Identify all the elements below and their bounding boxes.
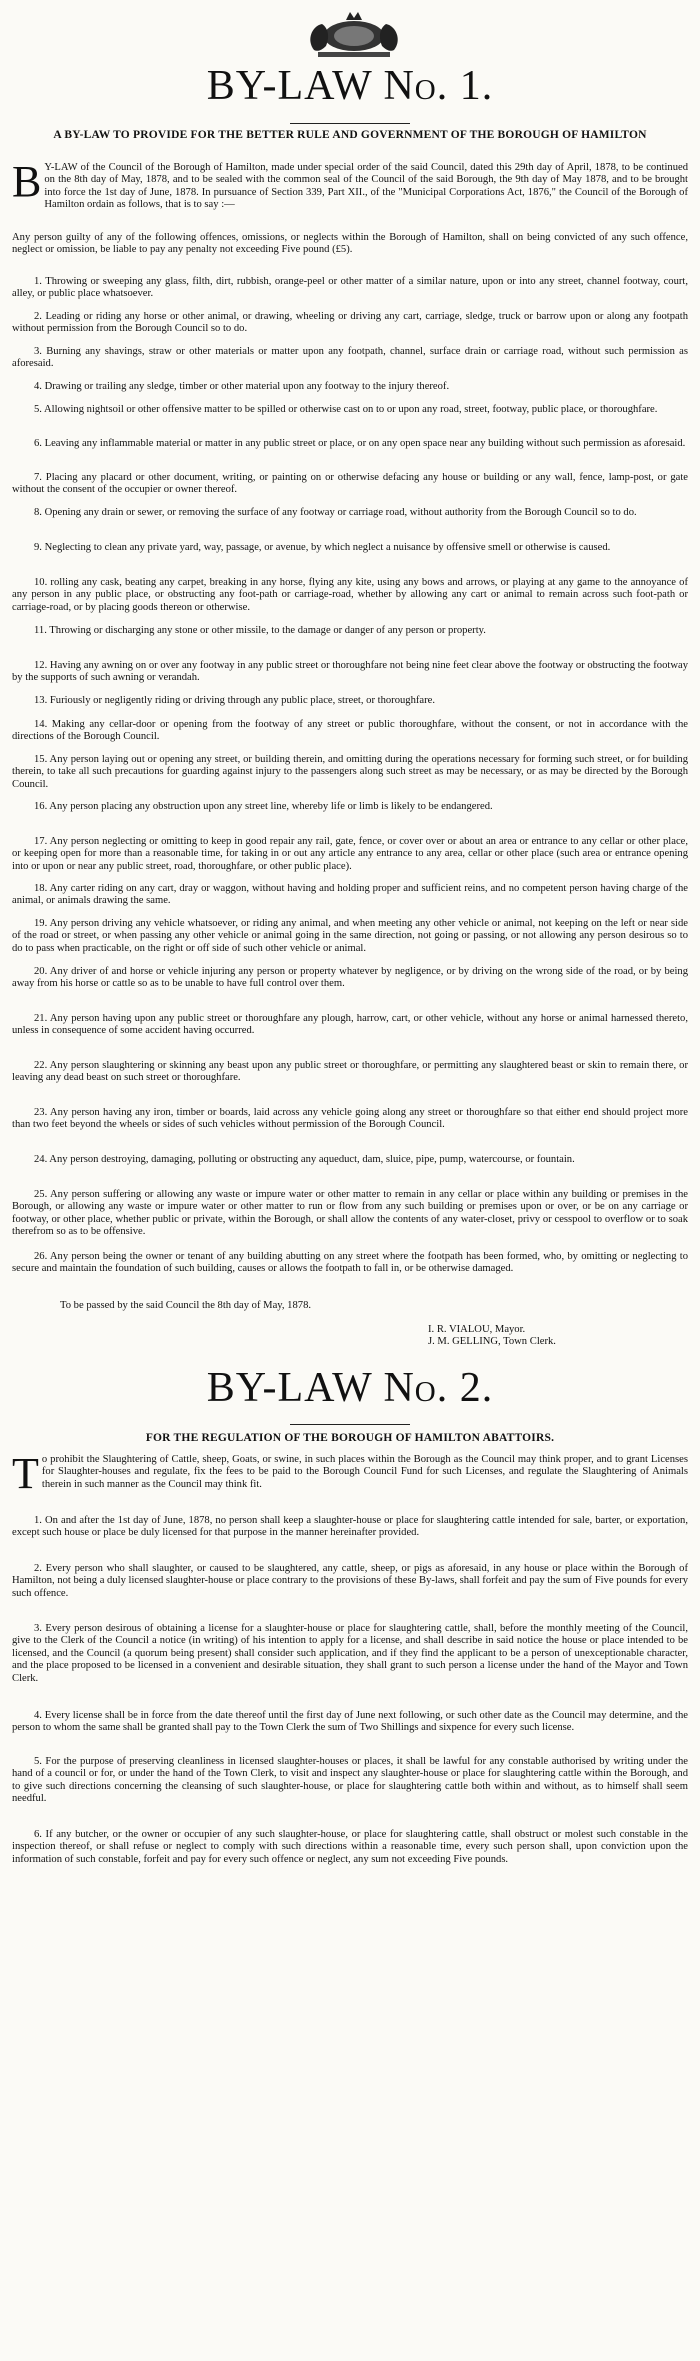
signature-block (428, 1324, 688, 1349)
clause-12: 12. Having any awning on or over any footway in any public street or thoroughfare not being nine feet clear above the footway or obstructing the footway by the supports of such awning or verandah. (12, 660, 688, 684)
clause-24: 24. Any person destroying, damaging, polluting or obstructing any aqueduct, dam, sluice, pipe, pump, watercourse, or fountain. (34, 1154, 575, 1165)
royal-coat-of-arms-icon (296, 6, 412, 62)
clause-9: 9. Neglecting to clean any private yard, way, passage, or avenue, by which neglect a nuisance by offensive smell or otherwise is caused. (34, 542, 611, 553)
clause-23: 23. Any person having any iron, timber or boards, laid across any vehicle going along any street or thoroughfare so that either end should project more than two feet beyond the wheels or sides of such vehicles without permission of the Borough Council. (12, 1107, 688, 1131)
clause-16: 16. Any person placing any obstruction upon any street line, whereby life or limb is likely to be endangered. (34, 801, 493, 812)
clause-8: 8. Opening any drain or sewer, or removing the surface of any footway or carriage road, without authority from the Borough Council so to do. (34, 507, 637, 518)
clause-4: 4. Drawing or trailing any sledge, timber or other material upon any footway to the injury thereof. (34, 381, 450, 392)
bylaw-2-clause-3: 3. Every person desirous of obtaining a license for a slaughter-house or place for slaughtering cattle, shall, before the monthly meeting of the Council, give to the Clerk of the Council a notice (in writing) of his intention to apply for a license, and shall describe in said notice the house or place intended to be licensed, and the Council (a quorum being present) shall consider such application, and if they find the applicant to be a person of unexceptionable character, and the place proposed to be licensed in a convenient and desirable situation, they shall grant to such person a license under the hand of the Mayor and Town Clerk. (12, 1623, 688, 1684)
bylaw-2-heading: FOR THE REGULATION OF THE BOROUGH OF HAMILTON ABATTOIRS. (145, 1432, 555, 1444)
bylaw-2-intro: To prohibit the Slaughtering of Cattle, sheep, Goats, or swine, in such places within the Borough as the Council may think proper, and to grant Licenses for Slaughter-houses and regulate, fix the fees to be paid to the Borough Council Fund for such Licenses, and regulate the Slaughtering of Animals therein in such manner as the Council may think fit. (12, 1449, 688, 1498)
clause-26: 26. Any person being the owner or tenant of any building abutting on any street where the footpath has been formed, who, by omitting or neglecting to secure and maintain the foundation of such building, causes or allows the footpath to fall in, or be otherwise damaged. (12, 1251, 688, 1275)
bylaw-1-heading: A BY-LAW TO PROVIDE FOR THE BETTER RULE AND GOVERNMENT OF THE BOROUGH OF HAMILTON (53, 129, 647, 141)
clause-1: 1. Throwing or sweeping any glass, filth, dirt, rubbish, orange-peel or other matter of a similar nature, upon or into any street, channel footway, court, alley, or public place whatsoever. (12, 276, 688, 300)
clause-10: 10. rolling any cask, beating any carpet, breaking in any horse, flying any kite, using any bows and arrows, or playing at any game to the annoyance of any person in any public place, or obstructing any foot-path or carriage-road, whether by allowing any cart or animal to remain across such foot-path or carriage-road, or by placing goods thereon or otherwise. (12, 577, 688, 613)
bylaw-2-title: BY-LAW No. 2. (206, 1365, 494, 1411)
clause-19: 19. Any person driving any vehicle whatsoever, or riding any animal, and when meeting any other vehicle or animal, not keeping on the left or near side of the road or street, or when passing any other vehicle or animal going in the same direction, not going or passing, or not allowing any person desirous so to do to pass when practicable, on the right or off side of such other vehicle or animal. (12, 918, 688, 954)
bylaw-2-clause-6: 6. If any butcher, or the owner or occupier of any such slaughter-house, or place for slaughtering cattle, shall obstruct or molest such constable in the inspection thereof, or shall refuse or neglect to comply with such directions within a reasonable time, every such person shall, upon conviction upon the information of such constable, forfeit and pay for every such offence or neglect, any sum not exceeding Five pounds. (12, 1829, 688, 1865)
clause-13: 13. Furiously or negligently riding or driving through any public place, street, or thoroughfare. (34, 695, 436, 706)
bylaw-2-clause-2: 2. Every person who shall slaughter, or caused to be slaughtered, any cattle, sheep, or pigs as aforesaid, in any house or place within the Borough of Hamilton, not being a duly licensed slaughter-house or place contrary to the provisions of these By-laws, shall forfeit and pay the sum of Five pounds for every such offence. (12, 1563, 688, 1599)
passed-date: To be passed by the said Council the 8th day of May, 1878. (60, 1300, 312, 1311)
clause-18: 18. Any carter riding on any cart, dray or waggon, without having and holding proper and sufficient reins, and no competent person having charge of the animal, or animals drawing the same. (12, 883, 688, 907)
clause-5: 5. Allowing nightsoil or other offensive matter to be spilled or otherwise cast on to or upon any road, street, footway, public place, or thoroughfare. (34, 404, 658, 415)
bylaw-1-intro: BY-LAW of the Council of the Borough of Hamilton, made under special order of the said Council, dated this 29th day of April, 1878, to be continued on the 8th day of May, 1878, and to be sealed with the common seal of the Council of the said Borough, the 9th day of May 1878, and to be brought into force the 1st day of June, 1878. In pursuance of Section 339, Part XII., of the "Municipal Corporations Act, 1876," the Council of the Borough of Hamilton ordain as follows, that is to say :— (12, 157, 688, 211)
clause-3: 3. Burning any shavings, straw or other materials or matter upon any footpath, channel, surface drain or carriage road, without such permission as aforesaid. (12, 346, 688, 370)
clause-6: 6. Leaving any inflammable material or matter in any public street or place, or on any open space near any building without such permission as aforesaid. (34, 438, 686, 449)
clause-20: 20. Any driver of and horse or vehicle injuring any person or property whatever by negligence, or by driving on the wrong side of the road, or by being away from his horse or cattle so as to be unable to have full control over them. (12, 966, 688, 990)
mayor-signature: I. R. VIALOU, Mayor. (428, 1324, 526, 1335)
clause-7: 7. Placing any placard or other document, writing, or painting on or otherwise defacing any house or building or any wall, fence, lamp-post, or gate without the consent of the occupier or owner thereof. (12, 472, 688, 496)
clause-21: 21. Any person having upon any public street or thoroughfare any plough, harrow, cart, or other vehicle, without any horse or animal harnessed thereto, unless in consequence of some accident having occurred. (12, 1013, 688, 1037)
bylaw-2-clause-5: 5. For the purpose of preserving cleanliness in licensed slaughter-houses or places, it shall be lawful for any constable authorised by writing under the hand of a council or for, or under the hand of the Town Clerk, to visit and inspect any slaughter-house or place for slaughtering cattle within the Borough, and to give such directions concerning the cleansing of such slaughter-house, or place for slaughtering cattle both within and without, as to himself shall seem needful. (12, 1756, 688, 1805)
bylaw-1-title: BY-LAW No. 1. (206, 63, 494, 109)
bylaw-1-preamble: Any person guilty of any of the following offences, omissions, or neglects within the Borough of Hamilton, shall on being convicted of any such offence, neglect or omission, be liable to pay any penalty not exceeding Five pound (£5). (12, 232, 688, 256)
divider (290, 123, 410, 124)
town-clerk-signature: J. M. GELLING, Town Clerk. (428, 1336, 556, 1348)
clause-2: 2. Leading or riding any horse or other animal, or drawing, wheeling or driving any cart, carriage, sledge, truck or barrow upon or along any footpath without permission from the Borough Council so to do. (12, 311, 688, 335)
bylaw-2-clause-4: 4. Every license shall be in force from the date thereof until the first day of June next following, or such other date as the Council may determine, and the person to whom the same shall be granted shall pay to the Town Clerk the sum of Two Shillings and sixpence for every such license. (12, 1710, 688, 1734)
bylaw-2-clause-1: 1. On and after the 1st day of June, 1878, no person shall keep a slaughter-house or place for slaughtering cattle intended for sale, barter, or exportation, except such house or place be duly licensed for that purpose in the manner hereinafter provided. (12, 1515, 688, 1539)
clause-11: 11. Throwing or discharging any stone or other missile, to the damage or danger of any person or property. (34, 625, 486, 636)
clause-14: 14. Making any cellar-door or opening from the footway of any street or public thoroughfare, without the consent, or not in accordance with the directions of the Borough Council. (12, 719, 688, 743)
clause-17: 17. Any person neglecting or omitting to keep in good repair any rail, gate, fence, or cover over or about an area or entrance to any cellar or other place, or keeping open for more than a reasonable time, for taking in or out any article any entrance to any area, cellar or other place (such area or entrance opening into or upon or near any public street, road, thoroughfare, or other public place). (12, 836, 688, 872)
clause-25: 25. Any person suffering or allowing any waste or impure water or other matter to remain in any cellar or place within any building or premises in the Borough, or allowing any waste or impure water or other matter to run or flow from any such building or premises upon or over, or be on any carriage or footway, or other place, whether public or private, within the Borough, or shall allow the contents of any water-closet, privy or cesspool to overflow or to soak therefrom so as to be offensive. (12, 1189, 688, 1238)
clause-22: 22. Any person slaughtering or skinning any beast upon any public street or thoroughfare, or permitting any slaughtered beast or skin to remain there, or leaving any dead beast on such street or thoroughfare. (12, 1060, 688, 1084)
divider (290, 1424, 410, 1425)
clause-15: 15. Any person laying out or opening any street, or building therein, and omitting during the operations necessary for forming such street, or for building therein, to take all such precautions for guarding against injury to the passengers along such street as may be necessary, or as may be directed by the Borough Council. (12, 754, 688, 790)
